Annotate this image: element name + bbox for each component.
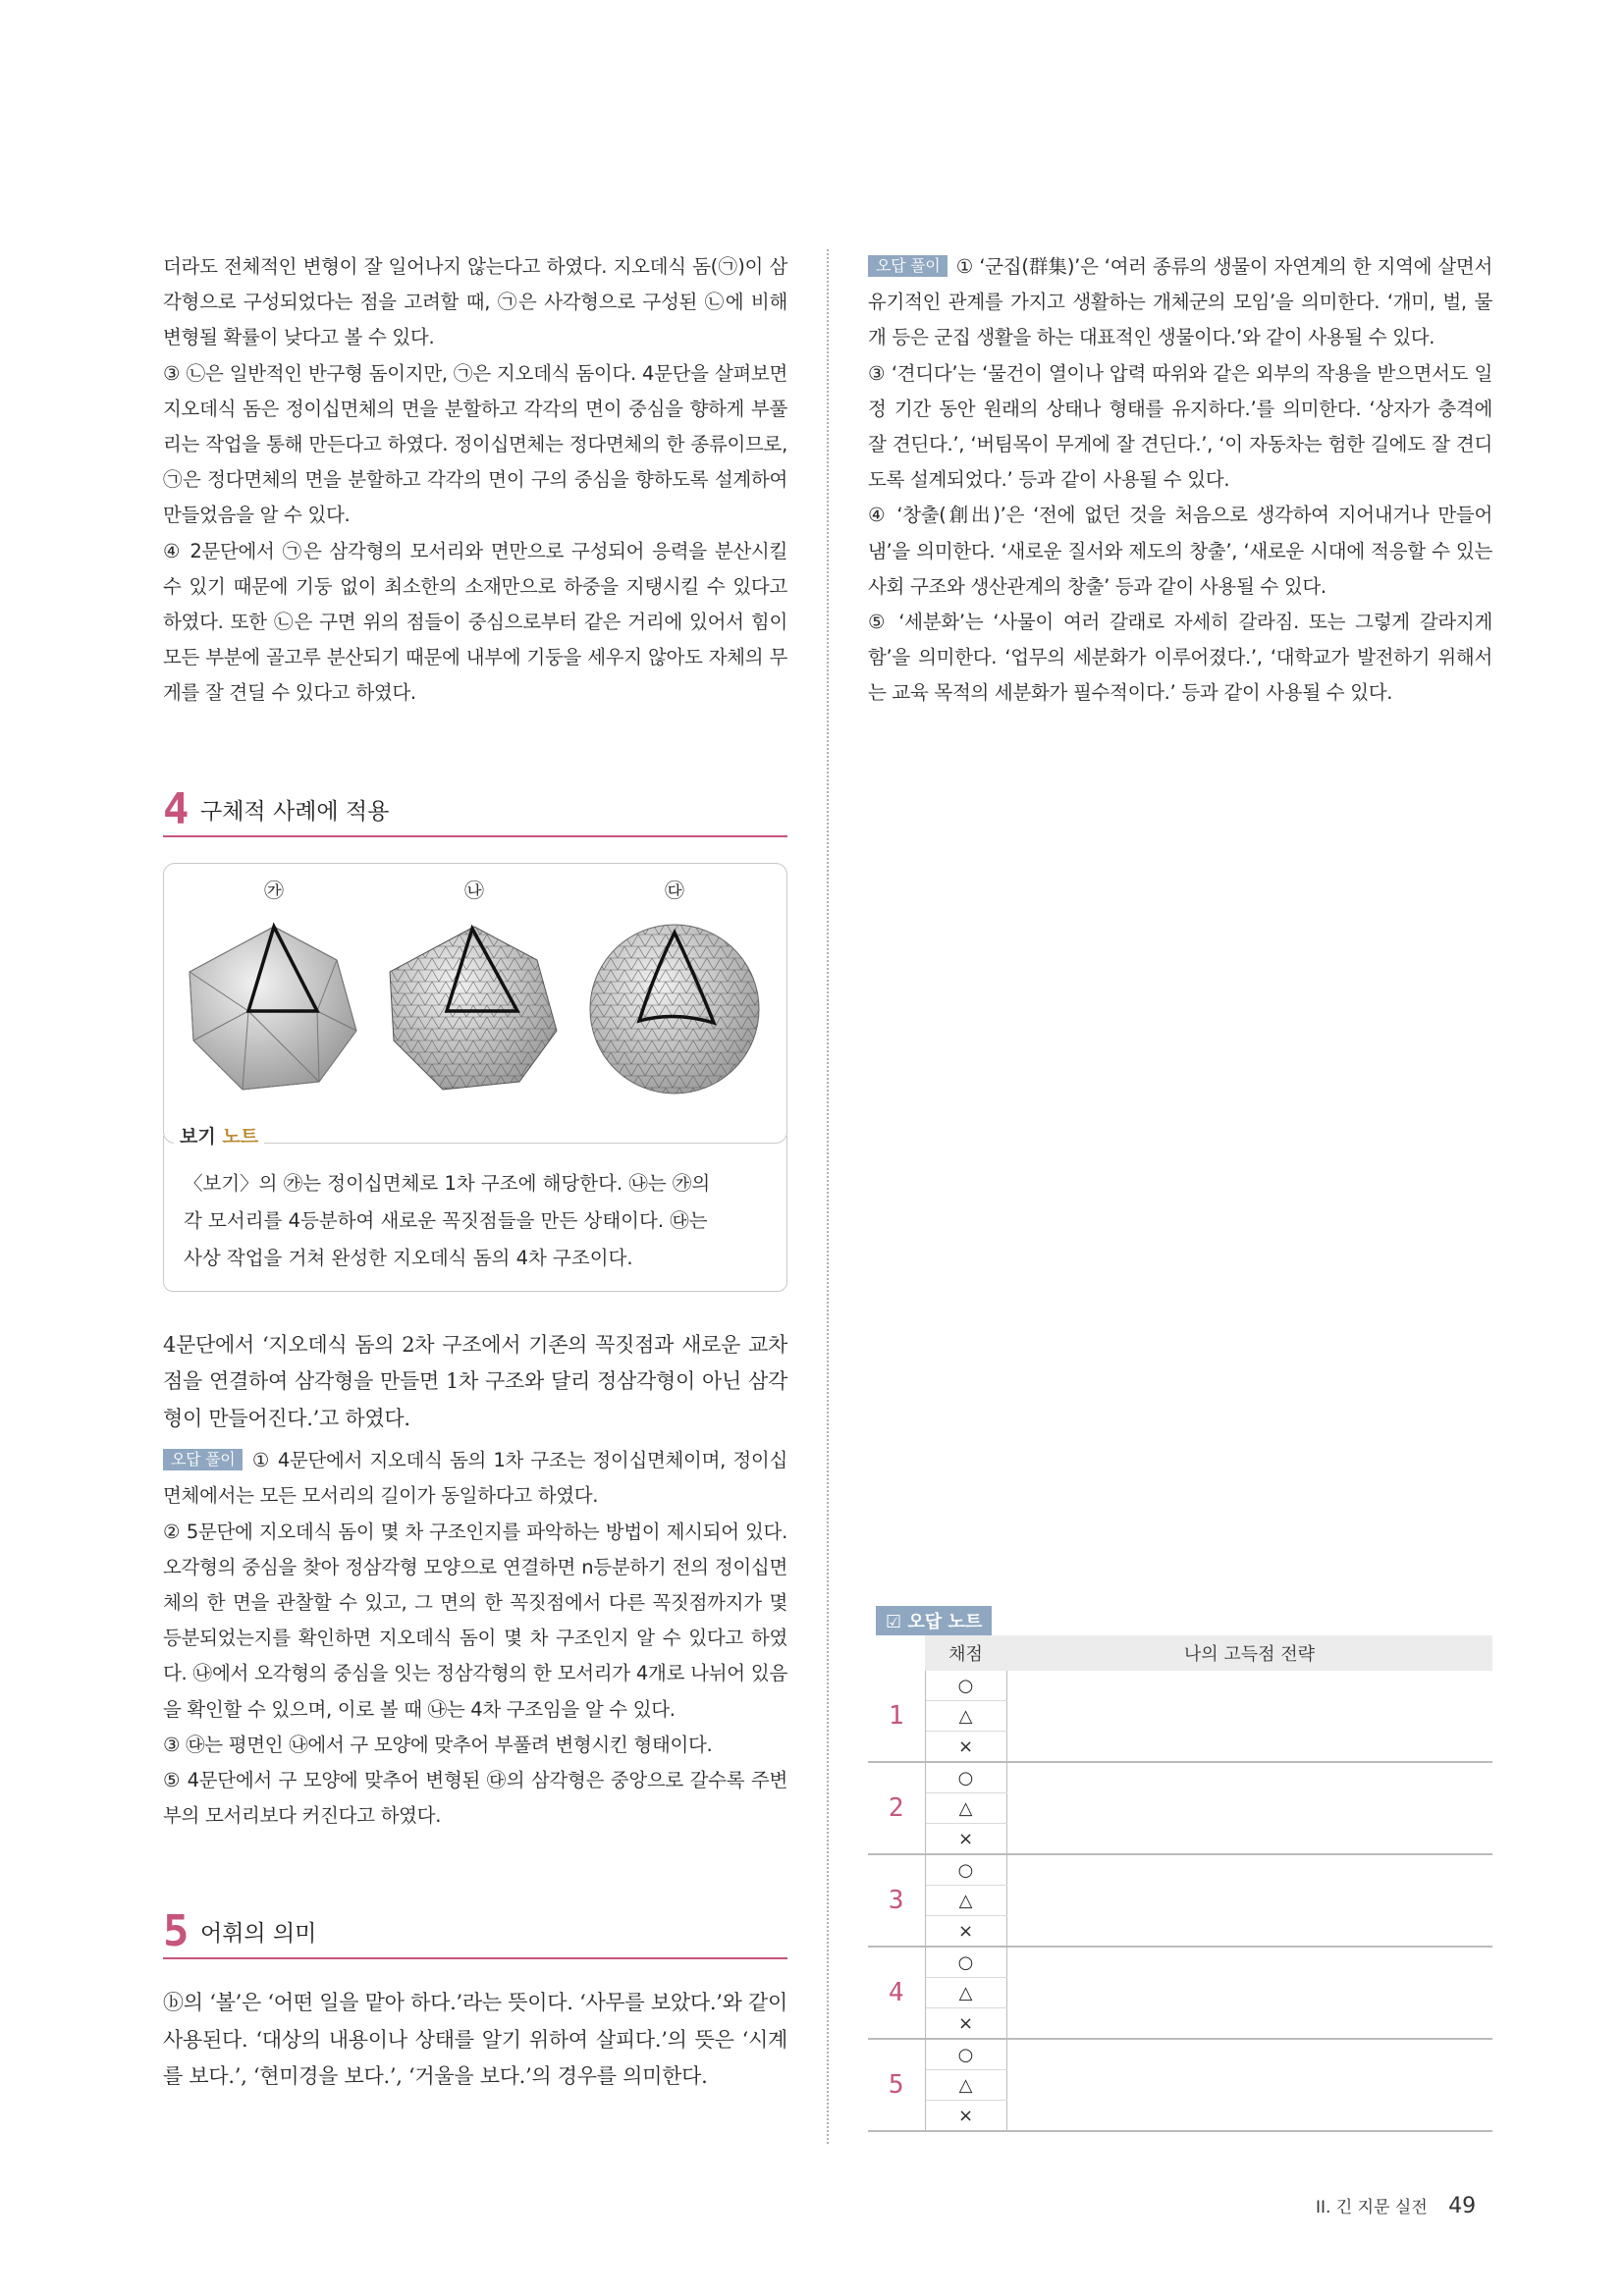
col-score: 채점	[925, 1635, 1006, 1671]
note-line-2: 각 모서리를 4등분하여 새로운 꼭짓점들을 만든 상태이다. ㉰는	[184, 1208, 708, 1232]
page-footer	[1316, 2193, 1476, 2218]
figure-label-da: ㉰	[665, 878, 684, 902]
score-mark-option[interactable]: ○	[925, 1854, 1006, 1886]
col-blank	[868, 1635, 925, 1671]
strategy-input[interactable]	[1006, 1854, 1492, 1947]
score-mark-option[interactable]: ○	[925, 1947, 1006, 1978]
wrong-note-row	[868, 2039, 1492, 2070]
score-mark-option[interactable]: ○	[925, 1671, 1006, 1701]
explanation-para-2: ③ ㉡은 일반적인 반구형 돔이지만, ㉠은 지오데식 돔이다. 4문단을 살펴보면 지오데식 돔은 정이십면체의 면을 분할하고 각각의 면이 중심을 향하게 부풀리는 작업을 통해 만든다고 하였다. 정이십면체는 정다면체의 한 종류이므로, ㉠은 정다면체의 면을 분할하고 각각의 면이 구의 중심을 향하도록 설계하여 만들었음을 알 수 있다.	[163, 361, 787, 527]
score-mark-option[interactable]: ×	[925, 1824, 1006, 1855]
subdivided-icosahedron-figure	[390, 927, 557, 1090]
question-number: 5	[868, 2039, 925, 2131]
wrong-text-1: ① 4문단에서 지오데식 돔의 1차 구조는 정이십면체이며, 정이십면체에서는 모든 모서리의 길이가 동일하다고 하였다.	[163, 1449, 787, 1508]
column-divider	[827, 249, 829, 2144]
section-5-heading	[163, 1895, 787, 1959]
answer-explanation: 4문단에서 ‘지오데식 돔의 2차 구조에서 기존의 꼭짓점과 새로운 교차점을 연결하여 삼각형을 만들면 1차 구조와 달리 정삼각형이 아닌 삼각형이 만들어진다.’고 하였다.	[163, 1332, 787, 1430]
wrong-note-row	[868, 1947, 1492, 1978]
score-mark-option[interactable]: △	[925, 1978, 1006, 2008]
vocab-explanation: ⓑ의 ‘볼’은 ‘어떤 일을 맡아 하다.’라는 뜻이다. ‘사무를 보았다.’와 같이 사용된다. ‘대상의 내용이나 상태를 알기 위하여 살피다.’의 뜻은 ‘시계를 보다.’, ‘현미경을 보다.’, ‘거울을 보다.’의 경우를 의미한다.	[163, 1991, 787, 2089]
section-title: 구체적 사례에 적용	[200, 798, 390, 825]
score-mark-option[interactable]: ×	[925, 2101, 1006, 2132]
wrong-note-title: ☑ 오답 노트	[876, 1606, 992, 1635]
question-number: 1	[868, 1671, 925, 1762]
example-note-label	[174, 1122, 264, 1148]
figure-label-ga: ㉮	[264, 878, 284, 902]
question-number: 2	[868, 1762, 925, 1854]
strategy-input[interactable]	[1006, 1671, 1492, 1762]
figure-label-na: ㉯	[464, 878, 484, 902]
icosahedron-figure	[189, 927, 356, 1090]
wrong-explanation-2: ② 5문단에 지오데식 돔이 몇 차 구조인지를 파악하는 방법이 제시되어 있다. 오각형의 중심을 찾아 정삼각형 모양으로 연결하면 n등분하기 전의 정이십면체의 한 면을 관찰할 수 있고, 그 면의 한 꼭짓점에서 다른 꼭짓점까지가 몇 등분되었는지를 확인하면 지오데식 돔이 몇 차 구조인지 알 수 있다고 하였다. ㉯에서 오각형의 중심을 잇는 정삼각형의 한 모서리가 4개로 나뉘어 있음을 확인할 수 있으며, 이로 볼 때 ㉯는 4차 구조임을 알 수 있다.	[163, 1520, 787, 1721]
note-label-b: 노트	[222, 1125, 259, 1148]
score-mark-option[interactable]: ○	[925, 2039, 1006, 2070]
explanation-para-1: 더라도 전체적인 변형이 잘 일어나지 않는다고 하였다. 지오데식 돔(㉠)이 삼각형으로 구성되었다는 점을 고려할 때, ㉠은 사각형으로 구성된 ㉡에 비해 변형될 확률이 낮다고 볼 수 있다.	[163, 255, 787, 349]
wrong-explanation-3: ③ ㉰는 평면인 ㉯에서 구 모양에 맞추어 부풀려 변형시킨 형태이다.	[163, 1733, 713, 1756]
explanation-para-3: ④ 2문단에서 ㉠은 삼각형의 모서리와 면만으로 구성되어 응력을 분산시킬 수 있기 때문에 기둥 없이 최소한의 소재만으로 하중을 지탱시킬 수 있다고 하였다. 또한 ㉡은 구면 위의 점들이 중심으로부터 같은 거리에 있어서 힘이 모든 부분에 골고루 분산되기 때문에 내부에 기둥을 세우지 않아도 자체의 무게를 잘 견딜 수 있다고 하였다.	[163, 539, 787, 705]
score-mark-option[interactable]: △	[925, 1793, 1006, 1824]
right-explanation-5: ⑤ ‘세분화’는 ‘사물이 여러 갈래로 자세히 갈라짐. 또는 그렇게 갈라지게 함’을 의미한다. ‘업무의 세분화가 이루어졌다.’, ‘대학교가 발전하기 위해서는 교육 목적의 세분화가 필수적이다.’ 등과 같이 사용될 수 있다.	[868, 611, 1492, 705]
example-note	[163, 1125, 787, 1292]
wrong-explanation-5: ⑤ 4문단에서 구 모양에 맞추어 변형된 ㉰의 삼각형은 중앙으로 갈수록 주변부의 모서리보다 커진다고 하였다.	[163, 1768, 787, 1828]
score-mark-option[interactable]: △	[925, 1701, 1006, 1732]
right-explanation-4: ④ ‘창출(創出)’은 ‘전에 없던 것을 처음으로 생각하여 지어내거나 만들어 냄’을 의미한다. ‘새로운 질서와 제도의 창출’, ‘새로운 시대에 적응할 수 있는 사회 구조와 생산관계의 창출’ 등과 같이 사용될 수 있다.	[868, 504, 1492, 598]
strategy-input[interactable]	[1006, 1947, 1492, 2039]
score-mark-option[interactable]: △	[925, 2070, 1006, 2101]
note-line-1: 〈보기〉의 ㉮는 정이십면체로 1차 구조에 해당한다. ㉯는 ㉮의	[184, 1171, 711, 1195]
right-text-1: ① ‘군집(群集)’은 ‘여러 종류의 생물이 자연계의 한 지역에 살면서 유기적인 관계를 가지고 생활하는 개체군의 모임’을 의미한다. ‘개미, 벌, 물개 등은 군집 생활을 하는 대표적인 생물이다.’와 같이 사용될 수 있다.	[868, 255, 1492, 349]
wrong-note-row	[868, 1854, 1492, 1886]
wrong-tag: 오답 풀이	[163, 1449, 243, 1470]
right-explanation-1	[868, 249, 1492, 356]
section-number: 4	[163, 783, 189, 834]
score-mark-option[interactable]: ○	[925, 1762, 1006, 1793]
score-mark-option[interactable]: △	[925, 1886, 1006, 1916]
wrong-note-row	[868, 1671, 1492, 1701]
page-number: 49	[1448, 2194, 1477, 2218]
geodesic-dome-figure	[590, 925, 759, 1094]
strategy-input[interactable]	[1006, 1762, 1492, 1854]
note-label-a: 보기	[180, 1125, 216, 1148]
left-column	[163, 249, 787, 2102]
right-explanation-3: ③ ‘견디다’는 ‘물건이 열이나 압력 따위와 같은 외부의 작용을 받으면서도 일정 기간 동안 원래의 상태나 형태를 유지하다.’를 의미한다. ‘상자가 충격에 잘 견딘다.’, ‘버팀목이 무게에 잘 견딘다.’, ‘이 자동차는 험한 길에도 잘 견디도록 설계되었다.’ 등과 같이 사용될 수 있다.	[868, 361, 1492, 492]
question-number: 3	[868, 1854, 925, 1947]
score-mark-option[interactable]: ×	[925, 1732, 1006, 1763]
section-4-heading	[163, 773, 787, 837]
wrong-explanation-1	[163, 1443, 787, 1514]
col-strategy: 나의 고득점 전략	[1006, 1635, 1492, 1671]
wrong-note-row	[868, 1762, 1492, 1793]
right-column	[868, 249, 1492, 712]
question-number: 4	[868, 1947, 925, 2039]
strategy-input[interactable]	[1006, 2039, 1492, 2131]
score-mark-option[interactable]: ×	[925, 2008, 1006, 2040]
section-title: 어휘의 의미	[200, 1921, 317, 1948]
score-mark-option[interactable]: ×	[925, 1916, 1006, 1948]
figure-box	[163, 863, 787, 1144]
geodesic-figures	[164, 864, 786, 1143]
footer-section: II. 긴 지문 실전	[1316, 2198, 1428, 2217]
wrong-note-table	[868, 1635, 1492, 2132]
note-line-3: 사상 작업을 거쳐 완성한 지오데식 돔의 4차 구조이다.	[184, 1246, 633, 1269]
section-number: 5	[163, 1906, 189, 1957]
wrong-tag: 오답 풀이	[868, 255, 947, 277]
